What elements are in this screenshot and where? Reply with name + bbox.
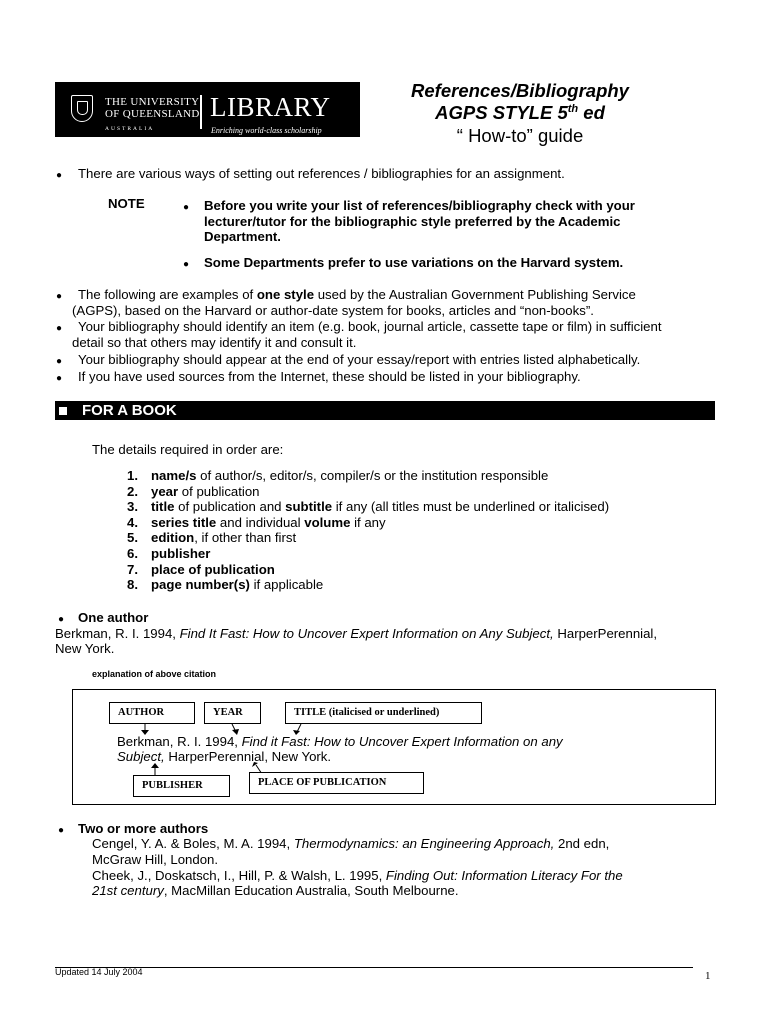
year-label: YEAR <box>204 702 261 724</box>
explanation-label: explanation of above citation <box>92 669 217 679</box>
logo-line-1: THE UNIVERSITY <box>105 96 200 108</box>
logo-line-2: OF QUEENSLAND <box>105 108 200 120</box>
bullet-icon: ● <box>56 356 63 367</box>
citation-cheek: Cheek, J., Doskatsch, I., Hill, P. & Walsh, L. 1995, Finding Out: Information Literacy For the <box>92 868 623 883</box>
note-item-2: Some Departments prefer to use variations on the Harvard system. <box>204 255 624 270</box>
footer-rule <box>55 967 693 968</box>
doc-title: References/Bibliography <box>411 80 629 101</box>
bullet-end-of-essay: Your bibliography should appear at the end of your essay/report with entries listed alphabetically. <box>78 352 641 367</box>
list-item: 1. name/s of author/s, editor/s, compiler/s or the institution responsible <box>127 468 549 483</box>
list-item: 4. series title and individual volume if any <box>127 514 386 530</box>
one-author-citation-line2: New York. <box>55 641 115 656</box>
citation-cheek-line2: 21st century, MacMillan Education Australia, South Melbourne. <box>92 883 459 898</box>
section-title: FOR A BOOK <box>82 402 177 419</box>
intro-text: There are various ways of setting out references / bibliographies for an assignment. <box>78 166 565 181</box>
one-author-citation: Berkman, R. I. 1994, Find It Fast: How to Uncover Expert Information on Any Subject, HarperPerennial, <box>55 626 658 641</box>
publisher-label: PUBLISHER <box>133 775 230 797</box>
place-of-publication-label: PLACE OF PUBLICATION <box>249 772 424 794</box>
citation-cengel-line2: McGraw Hill, London. <box>92 852 219 867</box>
title-label: TITLE (italicised or underlined) <box>285 702 482 724</box>
bullet-icon: ● <box>56 170 63 181</box>
list-item: 5. edition, if other than first <box>127 530 297 546</box>
citation-cengel: Cengel, Y. A. & Boles, M. A. 1994, Thermodynamics: an Engineering Approach, 2nd edn, <box>92 836 610 851</box>
details-intro: The details required in order are: <box>92 442 284 457</box>
logo-tagline: Enriching world-class scholarship <box>211 126 322 135</box>
bullet-icon: ● <box>56 323 63 334</box>
list-item: 7. place of publication <box>127 561 275 577</box>
bullet-icon: ● <box>56 291 63 302</box>
logo-library-word: LIBRARY <box>210 92 331 122</box>
bullet-icon: ● <box>183 259 190 270</box>
section-header-book <box>55 401 715 420</box>
university-crest-icon <box>71 95 93 122</box>
two-authors-heading: Two or more authors <box>78 821 209 836</box>
logo-university-name <box>105 96 200 120</box>
bullet-identify-line2: detail so that others may identify it and consult it. <box>72 335 357 350</box>
details-list <box>127 468 609 593</box>
bullet-one-style: The following are examples of one style used by the Australian Government Publishing Service <box>78 287 636 302</box>
square-bullet-icon <box>59 407 67 415</box>
bullet-internet: If you have used sources from the Internet, these should be listed in your bibliography. <box>78 369 581 384</box>
explanation-citation: Berkman, R. I. 1994, Find it Fast: How to Uncover Expert Information on any <box>117 734 563 749</box>
author-label: AUTHOR <box>109 702 195 724</box>
library-logo <box>55 82 360 137</box>
logo-divider <box>200 95 202 129</box>
doc-subtitle: AGPS STYLE 5th ed <box>435 102 605 123</box>
explanation-citation-line2: Subject, HarperPerennial, New York. <box>117 749 332 764</box>
list-item: 8. page number(s) if applicable <box>127 577 324 593</box>
bullet-one-style-line2: (AGPS), based on the Harvard or author-date system for books, articles and “non-books”. <box>72 303 594 318</box>
list-item: 2. year of publication <box>127 483 260 499</box>
one-author-heading: One author <box>78 610 149 625</box>
list-item: 3. title of publication and subtitle if any (all titles must be underlined or italicised) <box>127 499 610 515</box>
footer-updated: Updated 14 July 2004 <box>55 967 143 977</box>
note-label: NOTE <box>108 196 145 211</box>
doc-guide-label: “ How-to” guide <box>456 125 584 146</box>
note-item-1: Before you write your list of references/bibliography check with your lecturer/tutor for the bibliographic style preferred by the Academic Department. <box>204 198 635 244</box>
logo-country: AUSTRALIA <box>105 126 155 132</box>
bullet-icon: ● <box>58 614 65 625</box>
list-item: 6. publisher <box>127 545 211 561</box>
bullet-identify: Your bibliography should identify an item (e.g. book, journal article, cassette tape or film) in sufficient <box>78 319 662 334</box>
bullet-icon: ● <box>58 825 65 836</box>
page-number: 1 <box>705 970 711 982</box>
bullet-icon: ● <box>183 202 190 213</box>
bullet-icon: ● <box>56 373 63 384</box>
